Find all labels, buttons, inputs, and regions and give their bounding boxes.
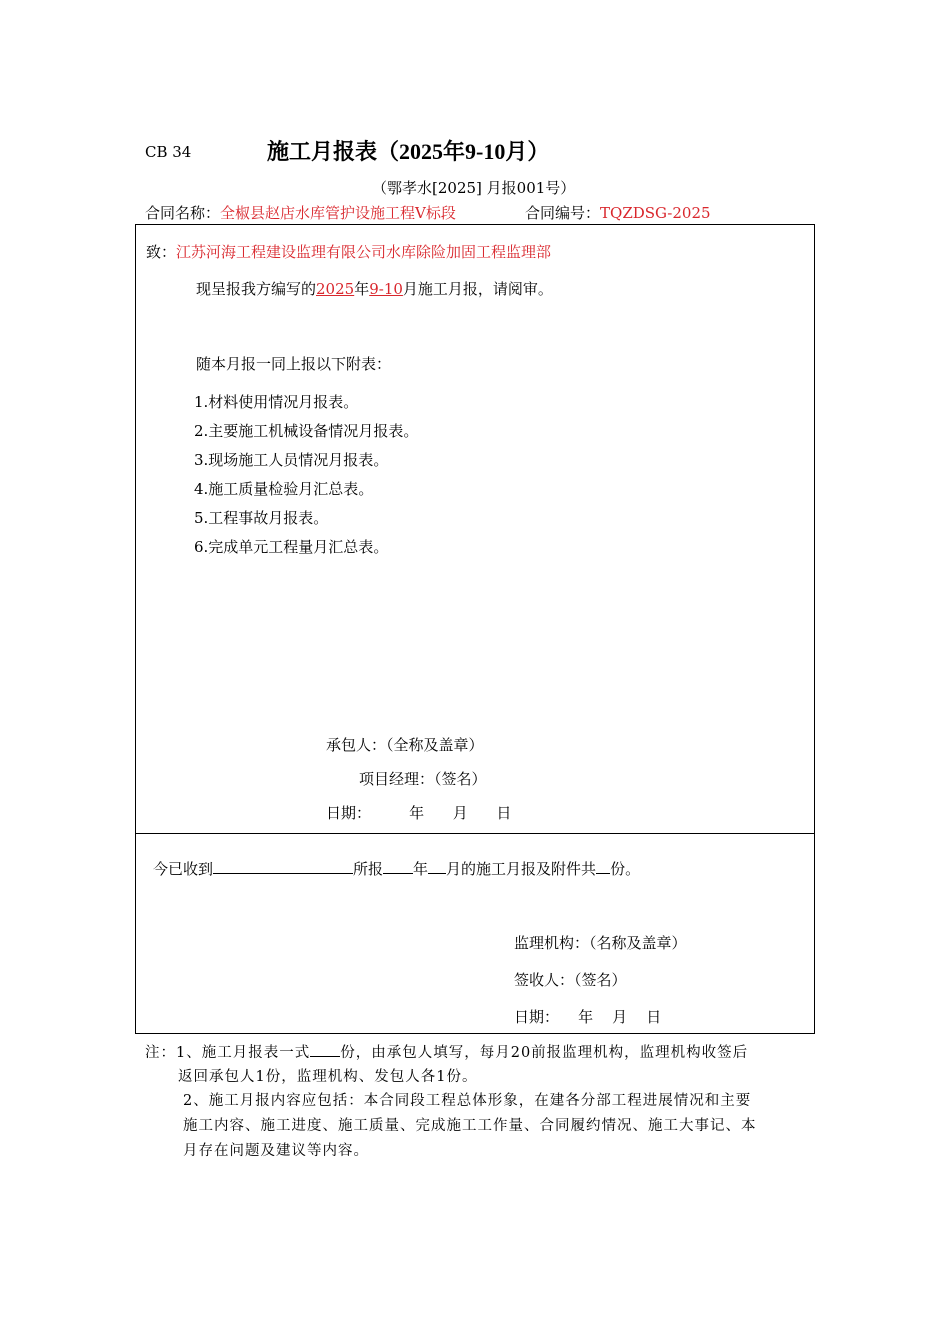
attachment-item: 3.现场施工人员情况月报表。 bbox=[194, 451, 389, 469]
form-code: CB 34 bbox=[145, 143, 192, 161]
note-1-line-1 bbox=[145, 1040, 748, 1062]
note-1-text: 份，由承包人填写，每月20前报监理机构，监理机构收签后 bbox=[340, 1045, 749, 1061]
receipt-text-4: 月的施工月报及附件共 bbox=[446, 860, 597, 878]
attachment-item: 4.施工质量检验月汇总表。 bbox=[194, 480, 374, 498]
note-2-line-2: 施工内容、施工进度、施工质量、完成施工工作量、合同履约情况、施工大事记、本 bbox=[183, 1118, 757, 1134]
supervisor-org: 监理机构：（名称及盖章） bbox=[514, 934, 687, 952]
report-year-unit: 年 bbox=[354, 280, 370, 298]
blank-year bbox=[383, 857, 413, 874]
note-2-line-1: 2、施工月报内容应包括：本合同段工程总体形象，在建各分部工程进展情况和主要 bbox=[183, 1093, 752, 1109]
attachment-item: 5.工程事故月报表。 bbox=[194, 509, 329, 527]
section-divider bbox=[136, 833, 814, 834]
report-statement bbox=[196, 278, 553, 299]
signer: 签收人：（签名） bbox=[514, 971, 627, 989]
blank-copies bbox=[596, 857, 610, 874]
attachment-item: 1.材料使用情况月报表。 bbox=[194, 393, 359, 411]
recipient-label: 致： bbox=[146, 243, 177, 261]
receipt-text-3: 年 bbox=[413, 860, 429, 878]
contractor-signature: 承包人：（全称及盖章） bbox=[326, 736, 484, 754]
contract-number-value: TQZDSG-2025 bbox=[600, 204, 711, 222]
contract-number-label: 合同编号： bbox=[525, 204, 601, 222]
receipt-text-2: 所报 bbox=[353, 860, 384, 878]
note-1-prefix: 注：1、施工月报表一式 bbox=[145, 1045, 311, 1061]
project-manager-signature: 项目经理：（签名） bbox=[359, 770, 487, 788]
attachment-item: 2.主要施工机械设备情况月报表。 bbox=[194, 422, 419, 440]
contract-name-value: 全椒县赵店水库管护设施工程Ⅴ标段 bbox=[220, 204, 456, 222]
report-suffix: 月施工月报，请阅审。 bbox=[402, 280, 553, 298]
receipt-statement bbox=[153, 857, 640, 879]
attachment-item: 6.完成单元工程量月汇总表。 bbox=[194, 538, 389, 556]
recipient-value: 江苏河海工程建设监理有限公司水库除险加固工程监理部 bbox=[176, 243, 552, 261]
blank-contractor bbox=[213, 857, 353, 874]
recipient-row bbox=[146, 241, 551, 262]
note-2-line-3: 月存在问题及建议等内容。 bbox=[183, 1143, 369, 1159]
blank-month bbox=[428, 857, 446, 874]
receipt-prefix: 今已收到 bbox=[153, 860, 214, 878]
receipt-text-5: 份。 bbox=[610, 860, 641, 878]
contract-number-row bbox=[525, 202, 711, 223]
form-box bbox=[135, 224, 815, 1034]
document-number: （鄂孝水[2025] 月报001号） bbox=[372, 179, 576, 197]
page-title: 施工月报表（2025年9-10月） bbox=[267, 139, 550, 164]
attachments-intro: 随本月报一同上报以下附表： bbox=[196, 355, 392, 373]
contract-name-label: 合同名称： bbox=[145, 204, 221, 222]
report-month: 9-10 bbox=[369, 280, 403, 298]
contract-name-row bbox=[145, 202, 456, 223]
note-1-line-2: 返回承包人1份，监理机构、发包人各1份。 bbox=[178, 1069, 478, 1085]
contractor-date: 日期： 年 月 日 bbox=[326, 804, 512, 822]
supervisor-date: 日期： 年 月 日 bbox=[514, 1008, 662, 1026]
blank-form-copies bbox=[310, 1040, 340, 1057]
report-year: 2025 bbox=[316, 280, 355, 298]
report-prefix: 现呈报我方编写的 bbox=[196, 280, 317, 298]
